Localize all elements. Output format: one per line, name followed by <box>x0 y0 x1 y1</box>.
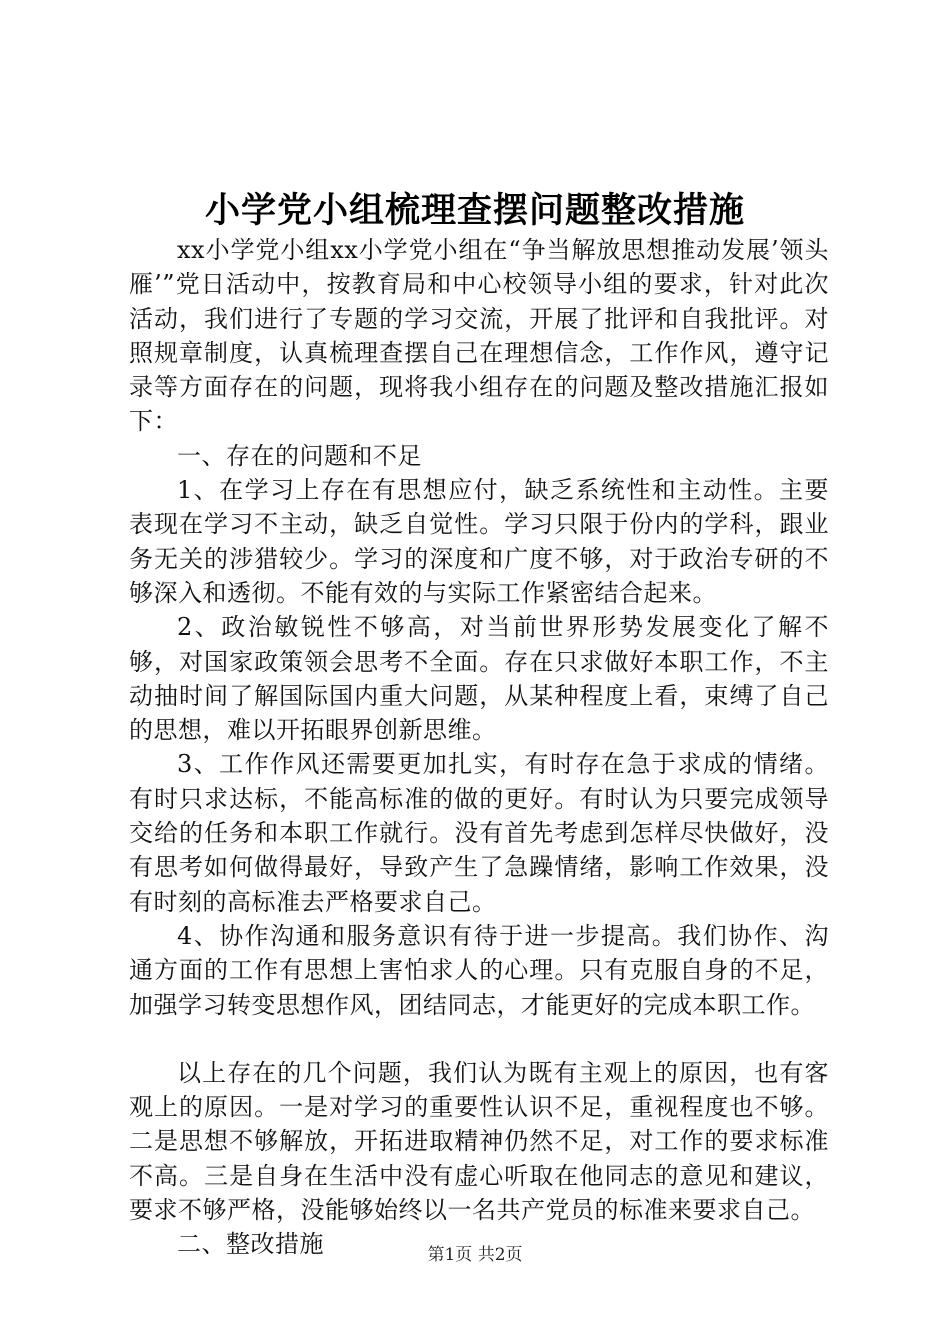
problem-item-1: 1、在学习上存在有思想应付，缺乏系统性和主动性。主要表现在学习不主动，缺乏自觉性。学习只限于份内的学科，跟业务无关的涉猎较少。学习的深度和广度不够，对于政治专研的不够深入和透彻。不能有效的与实际工作紧密结合起来。 <box>129 476 829 607</box>
problem-item-2: 2、政治敏锐性不够高，对当前世界形势发展变化了解不够，对国家政策领会思考不全面。存在只求做好本职工作，不主动抽时间了解国际国内重大问题，从某种程度上看，束缚了自己的思想，难以开拓眼界创新思维。 <box>129 613 829 745</box>
document-body <box>129 233 829 1262</box>
document-title: 小学党小组梳理查摆问题整改措施 <box>204 190 745 231</box>
intro-paragraph: xx小学党小组xx小学党小组在“争当解放思想推动发展’领头雁’”党日活动中，按教育局和中心校领导小组的要求，针对此次活动，我们进行了专题的学习交流，开展了批评和自我批评。对照规章制度，认真梳理查摆自己在理想信念，工作作风，遵守记录等方面存在的问题，现将我小组存在的问题及整改措施汇报如下： <box>129 236 829 436</box>
page-footer: 第1页 共2页 <box>427 1245 523 1265</box>
problem-item-3: 3、工作作风还需要更加扎实，有时存在急于求成的情绪。有时只求达标，不能高标准的做的更好。有时认为只要完成领导交给的任务和本职工作就行。没有首先考虑到怎样尽快做好，没有思考如何做得最好，导致产生了急躁情绪，影响工作效果，没有时刻的高标准去严格要求自己。 <box>129 750 829 916</box>
section-heading-measures: 二、整改措施 <box>177 1230 324 1259</box>
problem-item-4: 4、协作沟通和服务意识有待于进一步提高。我们协作、沟通方面的工作有思想上害怕求人的心理。只有克服自身的不足，加强学习转变思想作风，团结同志，才能更好的完成本职工作。 <box>129 921 829 1019</box>
section-heading-problems: 一、存在的问题和不足 <box>177 441 422 470</box>
cause-analysis-paragraph: 以上存在的几个问题，我们认为既有主观上的原因，也有客观上的原因。一是对学习的重要性认识不足，重视程度也不够。二是思想不够解放，开拓进取精神仍然不足，对工作的要求标准不高。三是自身在生活中没有虚心听取在他同志的意见和建议，要求不够严格，没能够始终以一名共产党员的标准来要求自己。 <box>129 1058 829 1225</box>
